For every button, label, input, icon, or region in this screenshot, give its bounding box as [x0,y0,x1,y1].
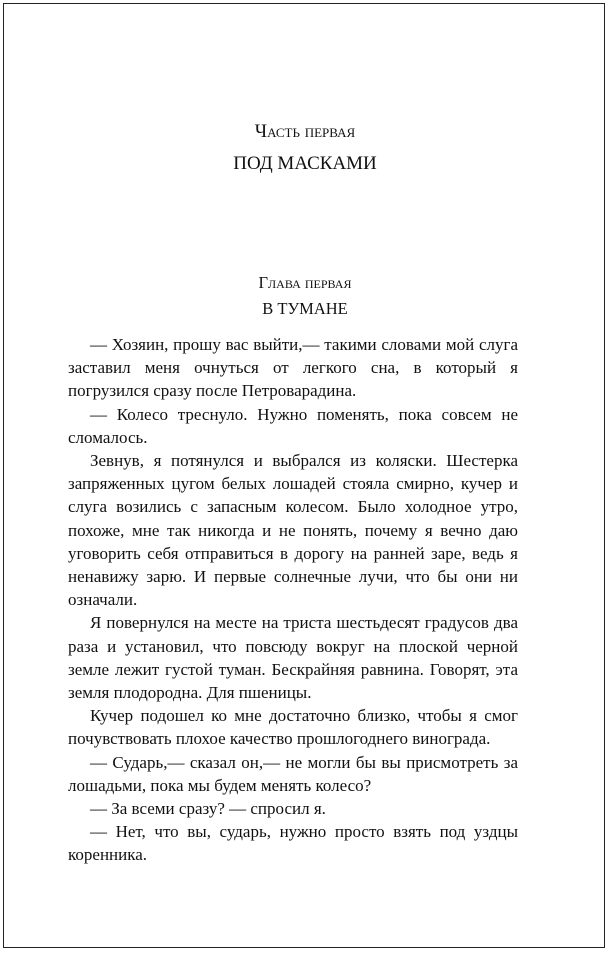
paragraph: — Сударь,— сказал он,— не могли бы вы присмотреть за лошадьми, пока мы будем менять колесо? [68,752,518,795]
paragraph: — Нет, что вы, сударь, нужно просто взять под уздцы коренника. [68,822,518,865]
paragraph: — За всеми сразу? — спросил я. [90,799,326,819]
paragraph: — Колесо треснуло. Нужно поменять, пока совсем не сломалось. [68,404,518,447]
paragraph: Кучер подошел ко мне достаточно близко, чтобы я смог почувствовать плохое качество прошлогоднего винограда. [68,706,518,749]
chapter-heading [0,270,610,322]
paragraph: Я повернулся на месте на триста шестьдесят градусов два раза и установил, что повсюду вокруг на плоской черной земле лежит густой туман. Бескрайняя равнина. Говорят, эта земля плодородна. Для пшеницы. [68,613,518,703]
chapter-title: В ТУМАНЕ [262,299,348,318]
chapter-body [68,333,518,867]
part-label: Часть первая [254,121,356,142]
paragraph: Зевнув, я потянулся и выбрался из коляски. Шестерка запряженных цугом белых лошадей стояла смирно, кучер и слуга возились с запасным колесом. Было холодное утро, похоже, мне так никогда и не понять, почему я вечно даю уговорить себя отправиться в дорогу на ранней заре, ведь я ненавижу зарю. И первые солнечные лучи, что бы они ни означали. [68,451,518,610]
part-heading [0,116,610,180]
part-title: ПОД МАСКАМИ [233,153,377,174]
chapter-label: Глава первая [258,273,352,292]
paragraph: — Хозяин, прошу вас выйти,— такими словами мой слуга заставил меня очнуться от легкого сна, в который я погрузился сразу после Петроварадина. [68,335,518,401]
